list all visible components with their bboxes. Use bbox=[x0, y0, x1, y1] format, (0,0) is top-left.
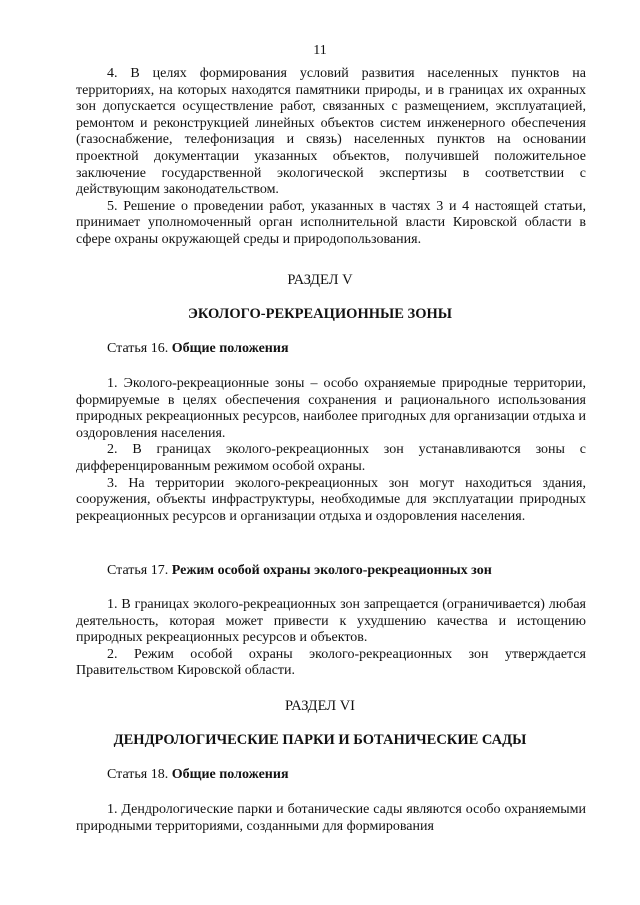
paragraph-4: 4. В целях формирования условий развития населенных пунктов на территориях, на которых находятся памятники природы, и в границах их охранных зон допускается осуществление работ, связанных с размещением, эксплуатацией, ремонтом и реконструкцией линейных объектов систем инженерного обеспечения (газоснабжение, телефонизация и связь) населенных пунктов на основании проектной документации указанных объектов, получившей положительное заключение государственной экологической экспертизы в соответствии с действующим законодательством. bbox=[76, 66, 586, 198]
article-16-prefix: Статья 16. bbox=[107, 341, 169, 356]
page-number: 11 bbox=[313, 43, 327, 58]
section-6-label: РАЗДЕЛ VI bbox=[284, 698, 355, 714]
text-block-article18 bbox=[76, 802, 586, 835]
article-17-title: Режим особой охраны эколого-рекреационных зон bbox=[171, 563, 492, 578]
text-block-article17 bbox=[76, 597, 586, 680]
article-17-prefix: Статья 17. bbox=[107, 563, 169, 578]
article-18-title: Общие положения bbox=[171, 767, 289, 782]
article-16-title: Общие положения bbox=[171, 341, 289, 356]
section-6-title: ДЕНДРОЛОГИЧЕСКИЕ ПАРКИ И БОТАНИЧЕСКИЕ САДЫ bbox=[113, 732, 527, 748]
article-17-paragraph-1: 1. В границах эколого-рекреационных зон запрещается (ограничивается) любая деятельность, которая может привести к ухудшению качества и истощению природных рекреационных ресурсов и объектов. bbox=[76, 597, 586, 646]
text-block-article15-end bbox=[76, 66, 586, 249]
article-16-paragraph-1: 1. Эколого-рекреационные зоны – особо охраняемые природные территории, формируемые в целях обеспечения сохранения и рационального использования природных рекреационных ресурсов, наиболее пригодных для организации отдыха и оздоровления населения. bbox=[76, 376, 586, 441]
section-5-title: ЭКОЛОГО-РЕКРЕАЦИОННЫЕ ЗОНЫ bbox=[187, 306, 453, 322]
section-5-label: РАЗДЕЛ V bbox=[287, 272, 353, 288]
paragraph-5: 5. Решение о проведении работ, указанных в частях 3 и 4 настоящей статьи, принимает уполномоченный орган исполнительной власти Кировской области в сфере охраны окружающей среды и природопользования. bbox=[76, 198, 586, 247]
article-18-heading bbox=[107, 767, 289, 783]
article-18-prefix: Статья 18. bbox=[107, 767, 169, 782]
article-18-paragraph-1: 1. Дендрологические парки и ботанические сады являются особо охраняемыми природными территориями, созданными для формирования bbox=[76, 802, 586, 834]
article-17-paragraph-2: 2. Режим особой охраны эколого-рекреационных зон утверждается Правительством Кировской области. bbox=[76, 646, 586, 679]
text-block-article16 bbox=[76, 376, 586, 525]
article-17-heading bbox=[107, 563, 492, 579]
article-16-paragraph-3: 3. На территории эколого-рекреационных зон могут находиться здания, сооружения, объекты инфраструктуры, необходимые для эксплуатации природных рекреационных ресурсов и организации отдыха и оздоровления населения. bbox=[76, 475, 586, 524]
article-16-paragraph-2: 2. В границах эколого-рекреационных зон устанавливаются зоны с дифференцированным режимом особой охраны. bbox=[76, 442, 586, 474]
article-16-heading bbox=[107, 341, 289, 357]
